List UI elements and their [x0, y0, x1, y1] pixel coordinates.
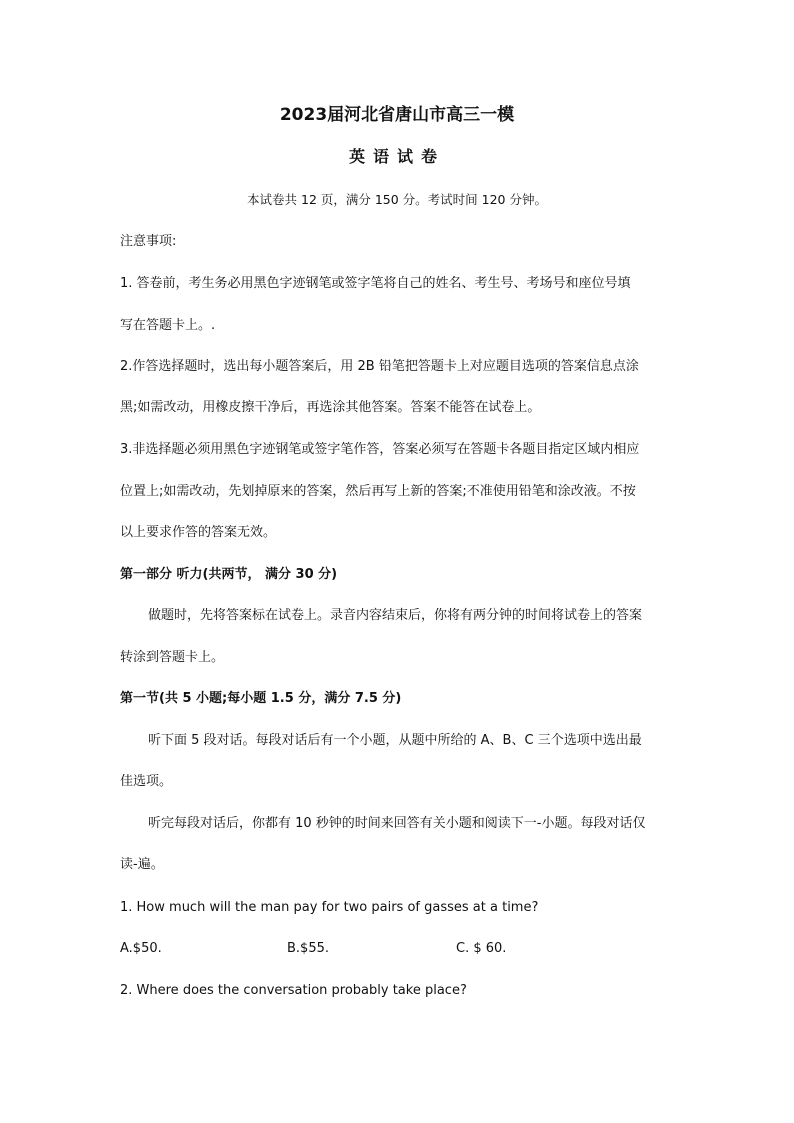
note-3-line-3: 以上要求作答的答案无效。	[120, 525, 277, 540]
exam-title: 2023届河北省唐山市高三一模	[279, 105, 515, 125]
section1-p2-line-2: 读-遍。	[120, 857, 164, 872]
section1-p1-line-1: 听下面 5 段对话。每段对话后有一个小题，从题中所给的 A、B、C 三个选项中选出最	[148, 733, 642, 748]
note-1-line-1: 1. 答卷前，考生务必用黑色字迹钢笔或签字笔将自己的姓名、考生号、考场号和座位号填	[120, 276, 631, 291]
section1-p1-line-2: 佳选项。	[120, 774, 173, 789]
note-1-line-2: 写在答题卡上。.	[120, 318, 216, 333]
question-1-option-c: C. $ 60.	[456, 941, 507, 956]
note-2-line-1: 2.作答选择题时，选出每小题答案后，用 2B 铅笔把答题卡上对应题目选项的答案信息点涂	[120, 359, 639, 374]
question-1-option-a: A.$50.	[120, 941, 162, 956]
section1-heading: 第一节(共 5 小题;每小题 1.5 分，满分 7.5 分)	[120, 691, 402, 706]
notes-heading: 注意事项:	[120, 234, 177, 249]
subject-title: 英语试卷	[348, 147, 445, 166]
exam-info: 本试卷共 12 页，满分 150 分。考试时间 120 分钟。	[247, 192, 547, 207]
note-3-line-1: 3.非选择题必须用黑色字迹钢笔或签字笔作答，答案必须写在答题卡各题目指定区域内相应	[120, 442, 640, 457]
question-1-text: 1. How much will the man pay for two pairs of gasses at a time?	[120, 900, 539, 915]
part1-heading: 第一部分 听力(共两节， 满分 30 分)	[120, 567, 338, 582]
part1-intro-line-2: 转涂到答题卡上。	[120, 650, 225, 665]
question-2-text: 2. Where does the conversation probably take place?	[120, 983, 467, 998]
section1-p2-line-1: 听完每段对话后，你都有 10 秒钟的时间来回答有关小题和阅读下一-小题。每段对话仅	[148, 816, 646, 831]
part1-intro-line-1: 做题时，先将答案标在试卷上。录音内容结束后，你将有两分钟的时间将试卷上的答案	[148, 608, 643, 623]
question-1-option-b: B.$55.	[287, 941, 329, 956]
note-2-line-2: 黑;如需改动，用橡皮擦干净后，再选涂其他答案。答案不能答在试卷上。	[120, 400, 541, 415]
note-3-line-2: 位置上;如需改动，先划掉原来的答案，然后再写上新的答案;不准使用铅笔和涂改液。不按	[120, 484, 636, 499]
